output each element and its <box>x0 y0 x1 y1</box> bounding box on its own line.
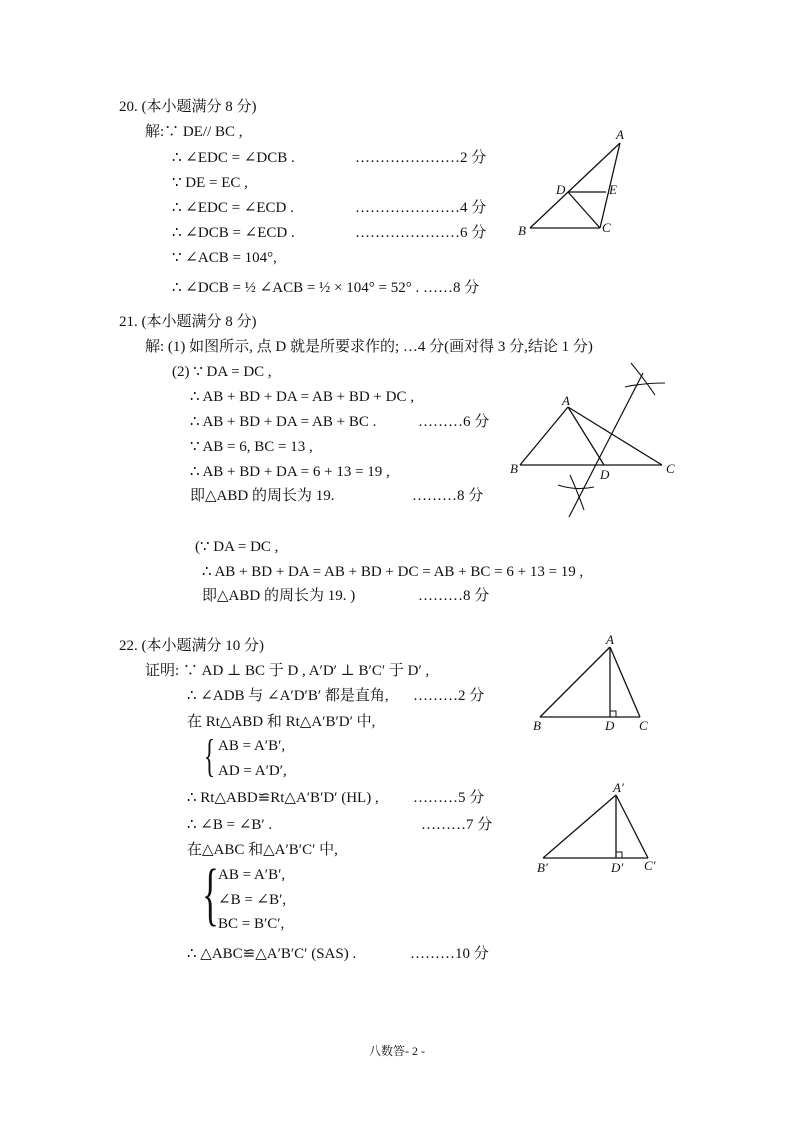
q20-triangle-figure <box>510 125 640 240</box>
q22-line-9: AB = A′B′, <box>218 867 286 883</box>
q22-triangle-abc-figure <box>525 632 665 737</box>
q22-line-1: 证明: ∵ AD ⊥ BC 于 D , A′D′ ⊥ B′C′ 于 D′ , <box>145 663 430 679</box>
q22-fig2-label-a: A′ <box>613 780 624 795</box>
q21-label-d: D <box>600 467 610 482</box>
q22-line-4: AB = A′B′, <box>218 738 286 754</box>
q21-line-3: ∴ AB + BD + DA = AB + BC . <box>190 414 377 430</box>
q20-label-e: E <box>609 182 617 197</box>
q21-line-6: 即△ABD 的周长为 19. <box>190 488 335 504</box>
q20-score-1: …………………2 分 <box>355 150 487 166</box>
q21-label-a: A <box>562 393 570 408</box>
q22-line-11: BC = B′C′, <box>218 916 285 932</box>
q22-score-3: ………7 分 <box>421 817 493 833</box>
q22-score-4: ………10 分 <box>410 946 489 962</box>
q20-line-6: ∵ ∠ACB = 104°, <box>172 250 277 266</box>
q22-fig1-label-a: A <box>606 632 614 647</box>
q21-part1: 解: (1) 如图所示, 点 D 就是所要求作的; …4 分(画对得 3 分,结论 1 分) <box>145 339 593 355</box>
q22-line-7: ∴ ∠B = ∠B′ . <box>187 817 273 833</box>
q20-line-5: ∴ ∠DCB = ∠ECD . <box>172 225 295 241</box>
q20-line-4: ∴ ∠EDC = ∠ECD . <box>172 200 294 216</box>
q20-line-1: 解:∵ DE// BC , <box>145 124 243 140</box>
q22-line-3: 在 Rt△ABD 和 Rt△A′B′D′ 中, <box>187 714 376 730</box>
q20-label-b: B <box>518 223 526 238</box>
q22-fig2-label-d: D′ <box>611 860 624 875</box>
q22-score-1: ………2 分 <box>413 688 485 704</box>
q21-alt-line-2: ∴ AB + BD + DA = AB + BD + DC = AB + BC = 6 + 13 = 19 , <box>202 564 584 580</box>
q21-alt-line-1: (∵ DA = DC , <box>195 539 279 555</box>
q22-fig1-label-b: B <box>533 718 541 733</box>
q20-line-3: ∵ DE = EC , <box>172 175 248 191</box>
q22-line-12: ∴ △ABC≌△A′B′C′ (SAS) . <box>187 946 357 962</box>
page-footer: 八数答- 2 - <box>369 1044 425 1058</box>
q21-line-4: ∵ AB = 6, BC = 13 , <box>190 439 313 455</box>
q22-triangle-a2b2c2-figure <box>528 780 668 880</box>
q21-line-1: (2) ∵ DA = DC , <box>172 364 272 380</box>
q20-label-d: D <box>556 182 566 197</box>
q22-line-5: AD = A′D′, <box>218 763 287 779</box>
q21-line-5: ∴ AB + BD + DA = 6 + 13 = 19 , <box>190 464 390 480</box>
q21-alt-score: ………8 分 <box>418 588 490 604</box>
q20-score-3: …………………6 分 <box>355 225 487 241</box>
q22-fig1-label-d: D <box>605 718 615 733</box>
q22-header: 22. (本小题满分 10 分) <box>119 638 264 654</box>
q22-brace-1: { <box>204 730 216 781</box>
q22-line-8: 在△ABC 和△A′B′C′ 中, <box>187 842 338 858</box>
q21-alt-line-3: 即△ABD 的周长为 19. ) <box>202 588 356 604</box>
q20-score-2: …………………4 分 <box>355 200 487 216</box>
q20-label-a: A <box>616 127 624 142</box>
q21-score-2: ………8 分 <box>412 488 484 504</box>
q22-line-10: ∠B = ∠B′, <box>218 892 287 908</box>
q20-line-7: ∴ ∠DCB = ½ ∠ACB = ½ × 104° = 52° . ……8 分 <box>172 280 480 296</box>
q20-header: 20. (本小题满分 8 分) <box>119 99 257 115</box>
q22-fig2-label-b: B′ <box>537 860 548 875</box>
q21-line-2: ∴ AB + BD + DA = AB + BD + DC , <box>190 389 414 405</box>
q22-fig1-label-c: C <box>639 718 648 733</box>
q22-score-2: ………5 分 <box>413 790 485 806</box>
q22-brace-2: { <box>202 856 219 933</box>
q21-score-1: ………6 分 <box>418 414 490 430</box>
q21-triangle-figure <box>500 355 685 525</box>
q21-header: 21. (本小题满分 8 分) <box>119 314 257 330</box>
q22-line-2: ∴ ∠ADB 与 ∠A′D′B′ 都是直角, <box>187 688 389 704</box>
q21-label-b: B <box>510 461 518 476</box>
q20-line-2: ∴ ∠EDC = ∠DCB . <box>172 150 295 166</box>
q20-label-c: C <box>602 220 611 235</box>
q22-fig2-label-c: C′ <box>644 858 656 873</box>
q21-label-c: C <box>666 461 675 476</box>
q22-line-6: ∴ Rt△ABD≌Rt△A′B′D′ (HL) , <box>187 790 379 806</box>
